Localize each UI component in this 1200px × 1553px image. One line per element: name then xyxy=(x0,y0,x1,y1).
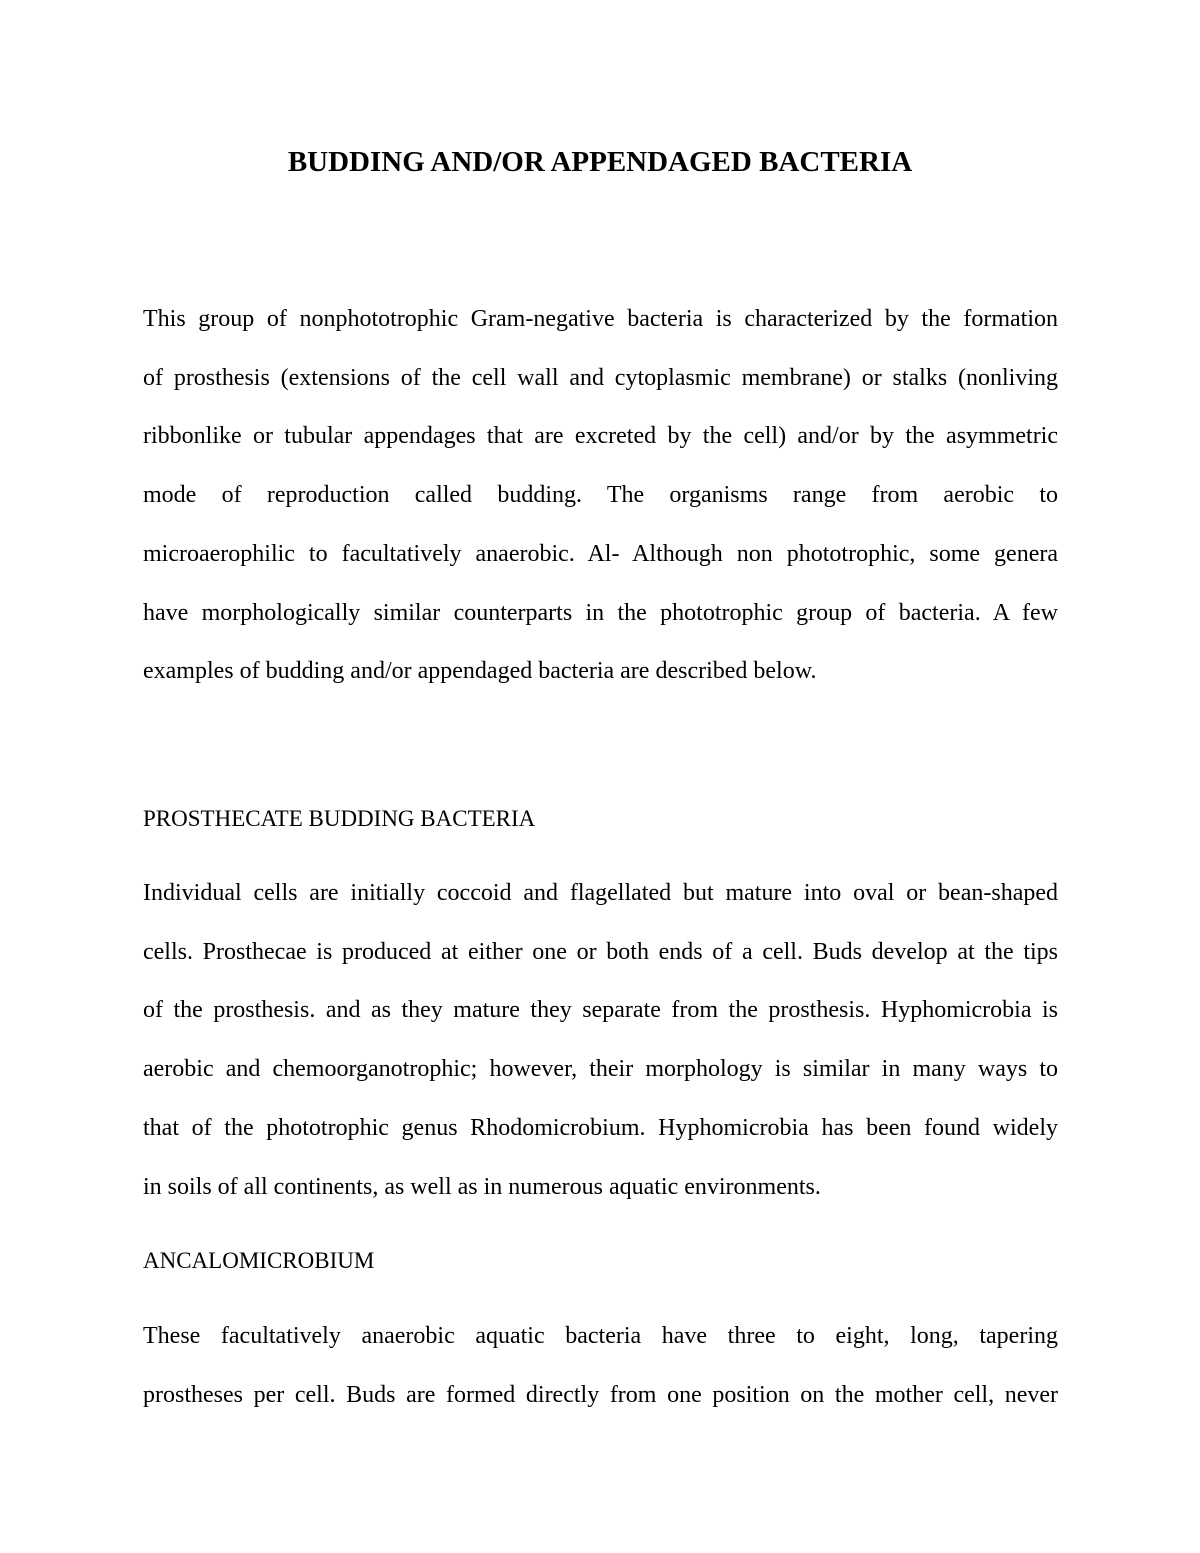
prosthecate-paragraph xyxy=(143,864,1058,1216)
ancalomicrobium-paragraph xyxy=(143,1307,1058,1424)
paragraph-line: prostheses per cell. Buds are formed directly from one position on the mother cell, never xyxy=(143,1381,1058,1408)
paragraph-line: in soils of all continents, as well as in numerous aquatic environments. xyxy=(143,1173,821,1200)
paragraph-line: These facultatively anaerobic aquatic bacteria have three to eight, long, tapering xyxy=(143,1323,1058,1349)
section-heading-prosthecate: PROSTHECATE BUDDING BACTERIA xyxy=(143,806,536,831)
paragraph-line: aerobic and chemoorganotrophic; however, their morphology is similar in many ways to xyxy=(143,1056,1058,1083)
intro-paragraph xyxy=(143,290,1058,701)
paragraph-line: cells. Prosthecae is produced at either one or both ends of a cell. Buds develop at the tips xyxy=(143,938,1058,965)
paragraph-line: mode of reproduction called budding. The organisms range from aerobic to xyxy=(143,482,1058,509)
section-heading-ancalomicrobium: ANCALOMICROBIUM xyxy=(143,1248,375,1273)
paragraph-line: examples of budding and/or appendaged bacteria are described below. xyxy=(143,658,817,685)
paragraph-line: that of the phototrophic genus Rhodomicrobium. Hyphomicrobia has been found widely xyxy=(143,1114,1058,1141)
paragraph-line: Individual cells are initially coccoid and flagellated but mature into oval or bean-shaped xyxy=(143,880,1058,906)
paragraph-line: This group of nonphototrophic Gram-negative bacteria is characterized by the formation xyxy=(143,306,1058,332)
page-title: BUDDING AND/OR APPENDAGED BACTERIA xyxy=(287,146,913,178)
paragraph-line: of the prosthesis. and as they mature they separate from the prosthesis. Hyphomicrobia is xyxy=(143,997,1058,1024)
paragraph-line: ribbonlike or tubular appendages that are excreted by the cell) and/or by the asymmetric xyxy=(143,423,1058,450)
paragraph-line: have morphologically similar counterparts in the phototrophic group of bacteria. A few xyxy=(143,599,1058,626)
paragraph-line: of prosthesis (extensions of the cell wall and cytoplasmic membrane) or stalks (nonliving xyxy=(143,364,1058,391)
paragraph-line: microaerophilic to facultatively anaerobic. Al- Although non phototrophic, some genera xyxy=(143,540,1058,567)
